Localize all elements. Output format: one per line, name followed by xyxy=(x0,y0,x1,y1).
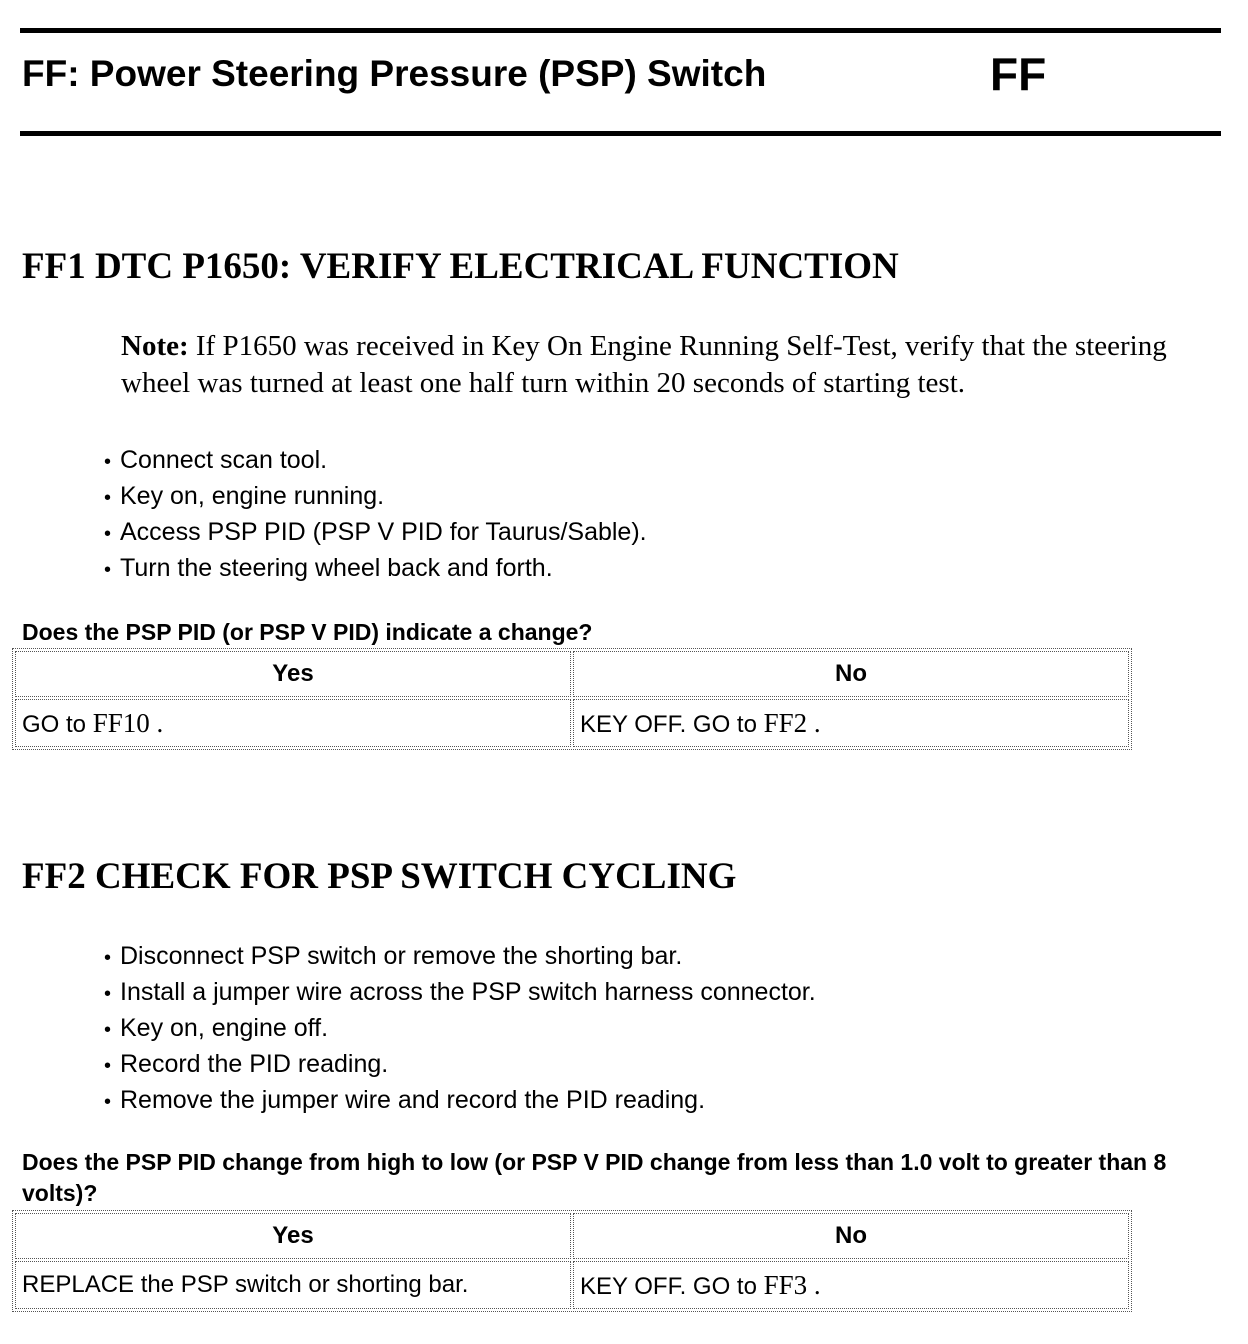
question-ff2: Does the PSP PID change from high to low (or PSP V PID change from less than 1.0 volt to greater than 8 volts)? xyxy=(22,1149,1167,1206)
link-ff10[interactable]: FF10 . xyxy=(92,707,164,738)
no-header: No xyxy=(573,1213,1129,1259)
table-row xyxy=(15,699,1129,747)
link-ff2[interactable]: FF2 . xyxy=(763,707,821,738)
yes-header: Yes xyxy=(15,1213,571,1259)
list-item: • Record the PID reading. xyxy=(104,1047,816,1083)
note-label: Note: xyxy=(121,330,189,362)
bullet-icon: • xyxy=(104,1055,112,1077)
yes-cell: REPLACE the PSP switch or shorting bar. xyxy=(15,1261,571,1309)
header-top-rule xyxy=(20,28,1221,33)
bullet-icon: • xyxy=(104,1091,112,1113)
answer-table-ff2 xyxy=(12,1210,1132,1312)
instruction-list-ff1 xyxy=(104,443,647,587)
step-heading-ff2: FF2 CHECK FOR PSP SWITCH CYCLING xyxy=(22,856,737,897)
yes-header: Yes xyxy=(15,651,571,697)
instruction-list-ff2 xyxy=(104,939,816,1119)
answer-table-ff1 xyxy=(12,648,1132,750)
list-item: • Turn the steering wheel back and forth. xyxy=(104,551,647,587)
bullet-icon: • xyxy=(104,947,112,969)
list-item: • Key on, engine running. xyxy=(104,479,647,515)
table-row xyxy=(15,1261,1129,1309)
list-item: • Remove the jumper wire and record the PID reading. xyxy=(104,1083,816,1119)
list-item: • Disconnect PSP switch or remove the shorting bar. xyxy=(104,939,816,975)
bullet-icon: • xyxy=(104,559,112,581)
note-ff1 xyxy=(121,328,1221,402)
bullet-icon: • xyxy=(104,487,112,509)
list-item: • Connect scan tool. xyxy=(104,443,647,479)
list-item: • Access PSP PID (PSP V PID for Taurus/Sable). xyxy=(104,515,647,551)
bullet-icon: • xyxy=(104,1019,112,1041)
yes-cell: GO to FF10 . xyxy=(15,699,571,747)
bullet-icon: • xyxy=(104,451,112,473)
step-heading-ff1: FF1 DTC P1650: VERIFY ELECTRICAL FUNCTION xyxy=(22,246,899,287)
question-ff1: Does the PSP PID (or PSP V PID) indicate a change? xyxy=(22,619,593,645)
table-header-row xyxy=(15,1213,1129,1259)
no-cell: KEY OFF. GO to FF2 . xyxy=(573,699,1129,747)
note-text: If P1650 was received in Key On Engine Running Self-Test, verify that the steering wheel was turned at least one half turn within 20 seconds of starting test. xyxy=(121,330,1167,399)
list-item: • Install a jumper wire across the PSP switch harness connector. xyxy=(104,975,816,1011)
header-bottom-rule xyxy=(20,131,1221,136)
link-ff3[interactable]: FF3 . xyxy=(763,1269,821,1300)
bullet-icon: • xyxy=(104,983,112,1005)
table-header-row xyxy=(15,651,1129,697)
page-title: FF: Power Steering Pressure (PSP) Switch xyxy=(22,53,767,94)
no-cell: KEY OFF. GO to FF3 . xyxy=(573,1261,1129,1309)
section-code: FF xyxy=(990,48,1047,100)
list-item: • Key on, engine off. xyxy=(104,1011,816,1047)
no-header: No xyxy=(573,651,1129,697)
bullet-icon: • xyxy=(104,523,112,545)
